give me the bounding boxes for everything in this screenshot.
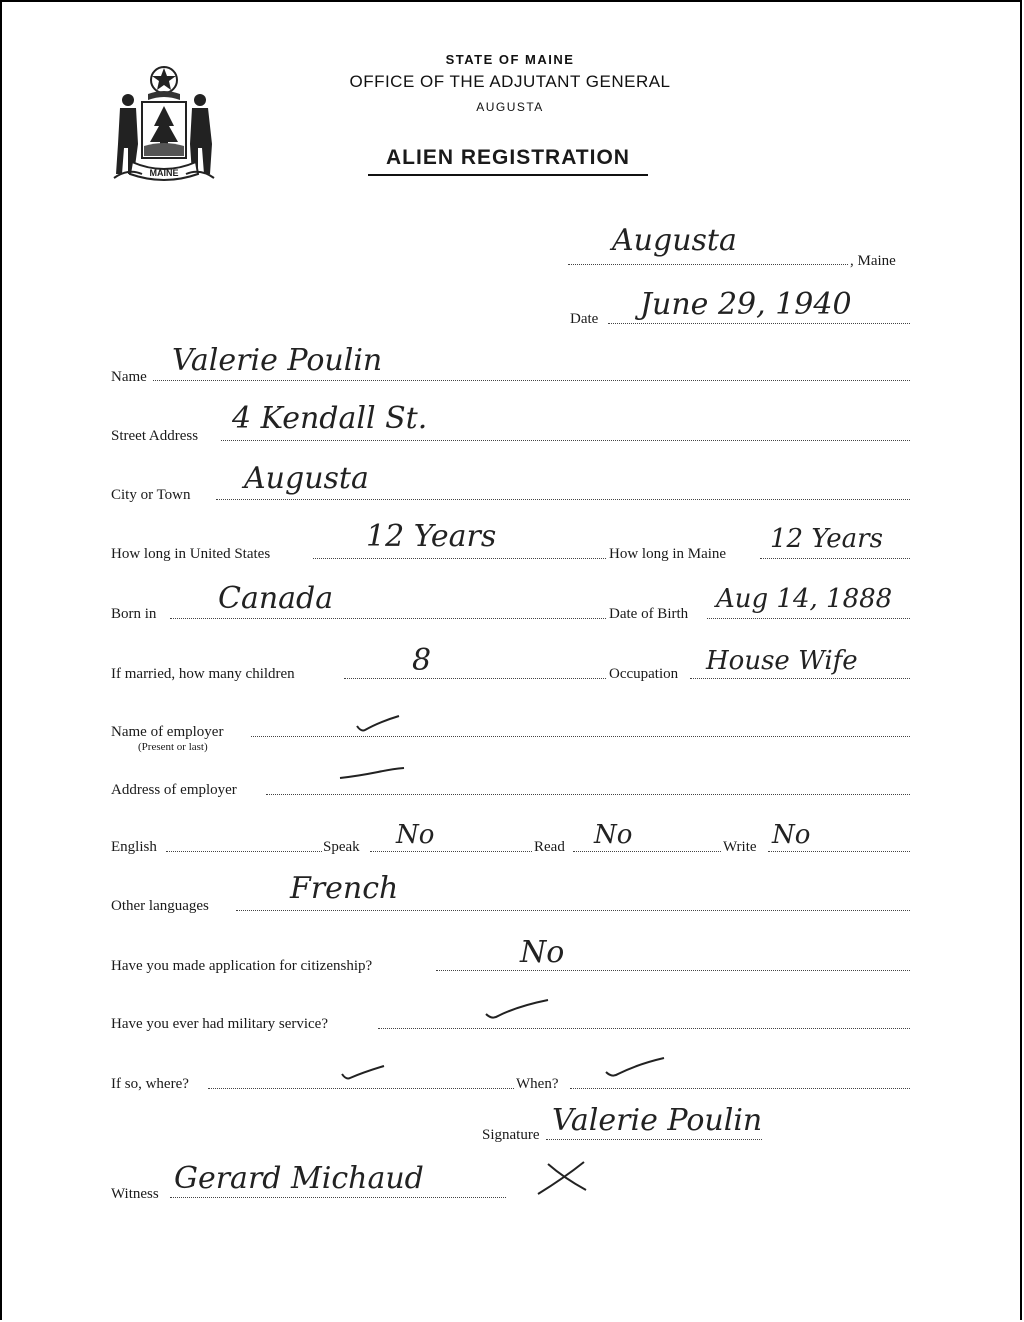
date-of-birth-label: Date of Birth — [609, 606, 689, 622]
employer-name-sublabel: (Present or last) — [138, 741, 208, 753]
speak-value: No — [396, 820, 435, 850]
read-line — [573, 851, 721, 852]
checkmark-icon — [340, 1060, 386, 1084]
citizenship-value: No — [520, 935, 565, 970]
employer-address-label: Address of employer — [111, 782, 237, 798]
employer-name-line — [251, 736, 910, 737]
read-value: No — [594, 820, 633, 850]
born-in-value: Canada — [218, 581, 334, 616]
citizenship-line — [436, 970, 910, 971]
date-label: Date — [570, 311, 599, 327]
city-town-label: City or Town — [111, 487, 191, 503]
children-label: If married, how many children — [111, 666, 295, 682]
date-of-birth-line — [707, 618, 910, 619]
place-line — [568, 264, 848, 265]
header-office: OFFICE OF THE ADJUTANT GENERAL — [349, 72, 671, 91]
name-label: Name — [111, 369, 147, 385]
how-long-maine-label: How long in Maine — [609, 546, 727, 562]
when-line — [570, 1088, 910, 1089]
citizenship-label: Have you made application for citizenship? — [111, 958, 373, 974]
signature-line — [546, 1139, 762, 1140]
street-address-line — [221, 440, 910, 441]
name-line — [153, 380, 910, 381]
header-state: STATE OF MAINE — [445, 52, 575, 67]
dash-mark-icon — [338, 764, 406, 784]
seal-lettering: MAINE — [149, 168, 179, 178]
how-long-us-value: 12 Years — [366, 519, 497, 554]
write-label: Write — [723, 839, 757, 855]
city-town-value: Augusta — [244, 461, 369, 496]
born-in-label: Born in — [111, 606, 157, 622]
military-line — [378, 1028, 910, 1029]
occupation-value: House Wife — [706, 646, 858, 676]
how-long-maine-value: 12 Years — [770, 524, 883, 554]
how-long-us-line — [313, 558, 606, 559]
form-title: ALIEN REGISTRATION — [368, 146, 648, 176]
write-line — [768, 851, 910, 852]
witness-value: Gerard Michaud — [174, 1161, 424, 1196]
employer-name-label: Name of employer — [111, 724, 224, 740]
other-languages-label: Other languages — [111, 898, 209, 914]
born-in-line — [170, 618, 606, 619]
street-address-label: Street Address — [111, 428, 199, 444]
how-long-maine-line — [760, 558, 910, 559]
witness-line — [170, 1197, 506, 1198]
header-city: AUGUSTA — [476, 100, 544, 114]
signature-label: Signature — [482, 1127, 540, 1143]
read-label: Read — [534, 839, 565, 855]
how-long-us-label: How long in United States — [111, 546, 271, 562]
signature-value: Valerie Poulin — [552, 1103, 763, 1138]
checkmark-icon — [355, 712, 401, 736]
english-line — [166, 851, 322, 852]
other-languages-line — [236, 910, 910, 911]
street-address-value: 4 Kendall St. — [232, 401, 428, 436]
speak-label: Speak — [323, 839, 360, 855]
place-value: Augusta — [612, 223, 737, 258]
other-languages-value: French — [290, 871, 399, 906]
children-line — [344, 678, 606, 679]
x-mark-icon — [534, 1156, 594, 1196]
date-line — [608, 323, 910, 324]
place-suffix: , Maine — [850, 253, 896, 269]
city-town-line — [216, 499, 910, 500]
name-value: Valerie Poulin — [172, 343, 383, 378]
military-label: Have you ever had military service? — [111, 1016, 328, 1032]
write-value: No — [772, 820, 811, 850]
where-label: If so, where? — [111, 1076, 189, 1092]
occupation-line — [690, 678, 910, 679]
checkmark-icon — [604, 1056, 666, 1080]
occupation-label: Occupation — [609, 666, 679, 682]
date-value: June 29, 1940 — [640, 287, 852, 322]
witness-label: Witness — [111, 1186, 159, 1202]
speak-line — [370, 851, 532, 852]
where-line — [208, 1088, 514, 1089]
employer-address-line — [266, 794, 910, 795]
maine-state-seal-icon — [108, 64, 220, 188]
when-label: When? — [516, 1076, 559, 1092]
english-label: English — [111, 839, 157, 855]
checkmark-icon — [484, 998, 550, 1022]
date-of-birth-value: Aug 14, 1888 — [716, 584, 893, 614]
children-value: 8 — [412, 643, 432, 678]
